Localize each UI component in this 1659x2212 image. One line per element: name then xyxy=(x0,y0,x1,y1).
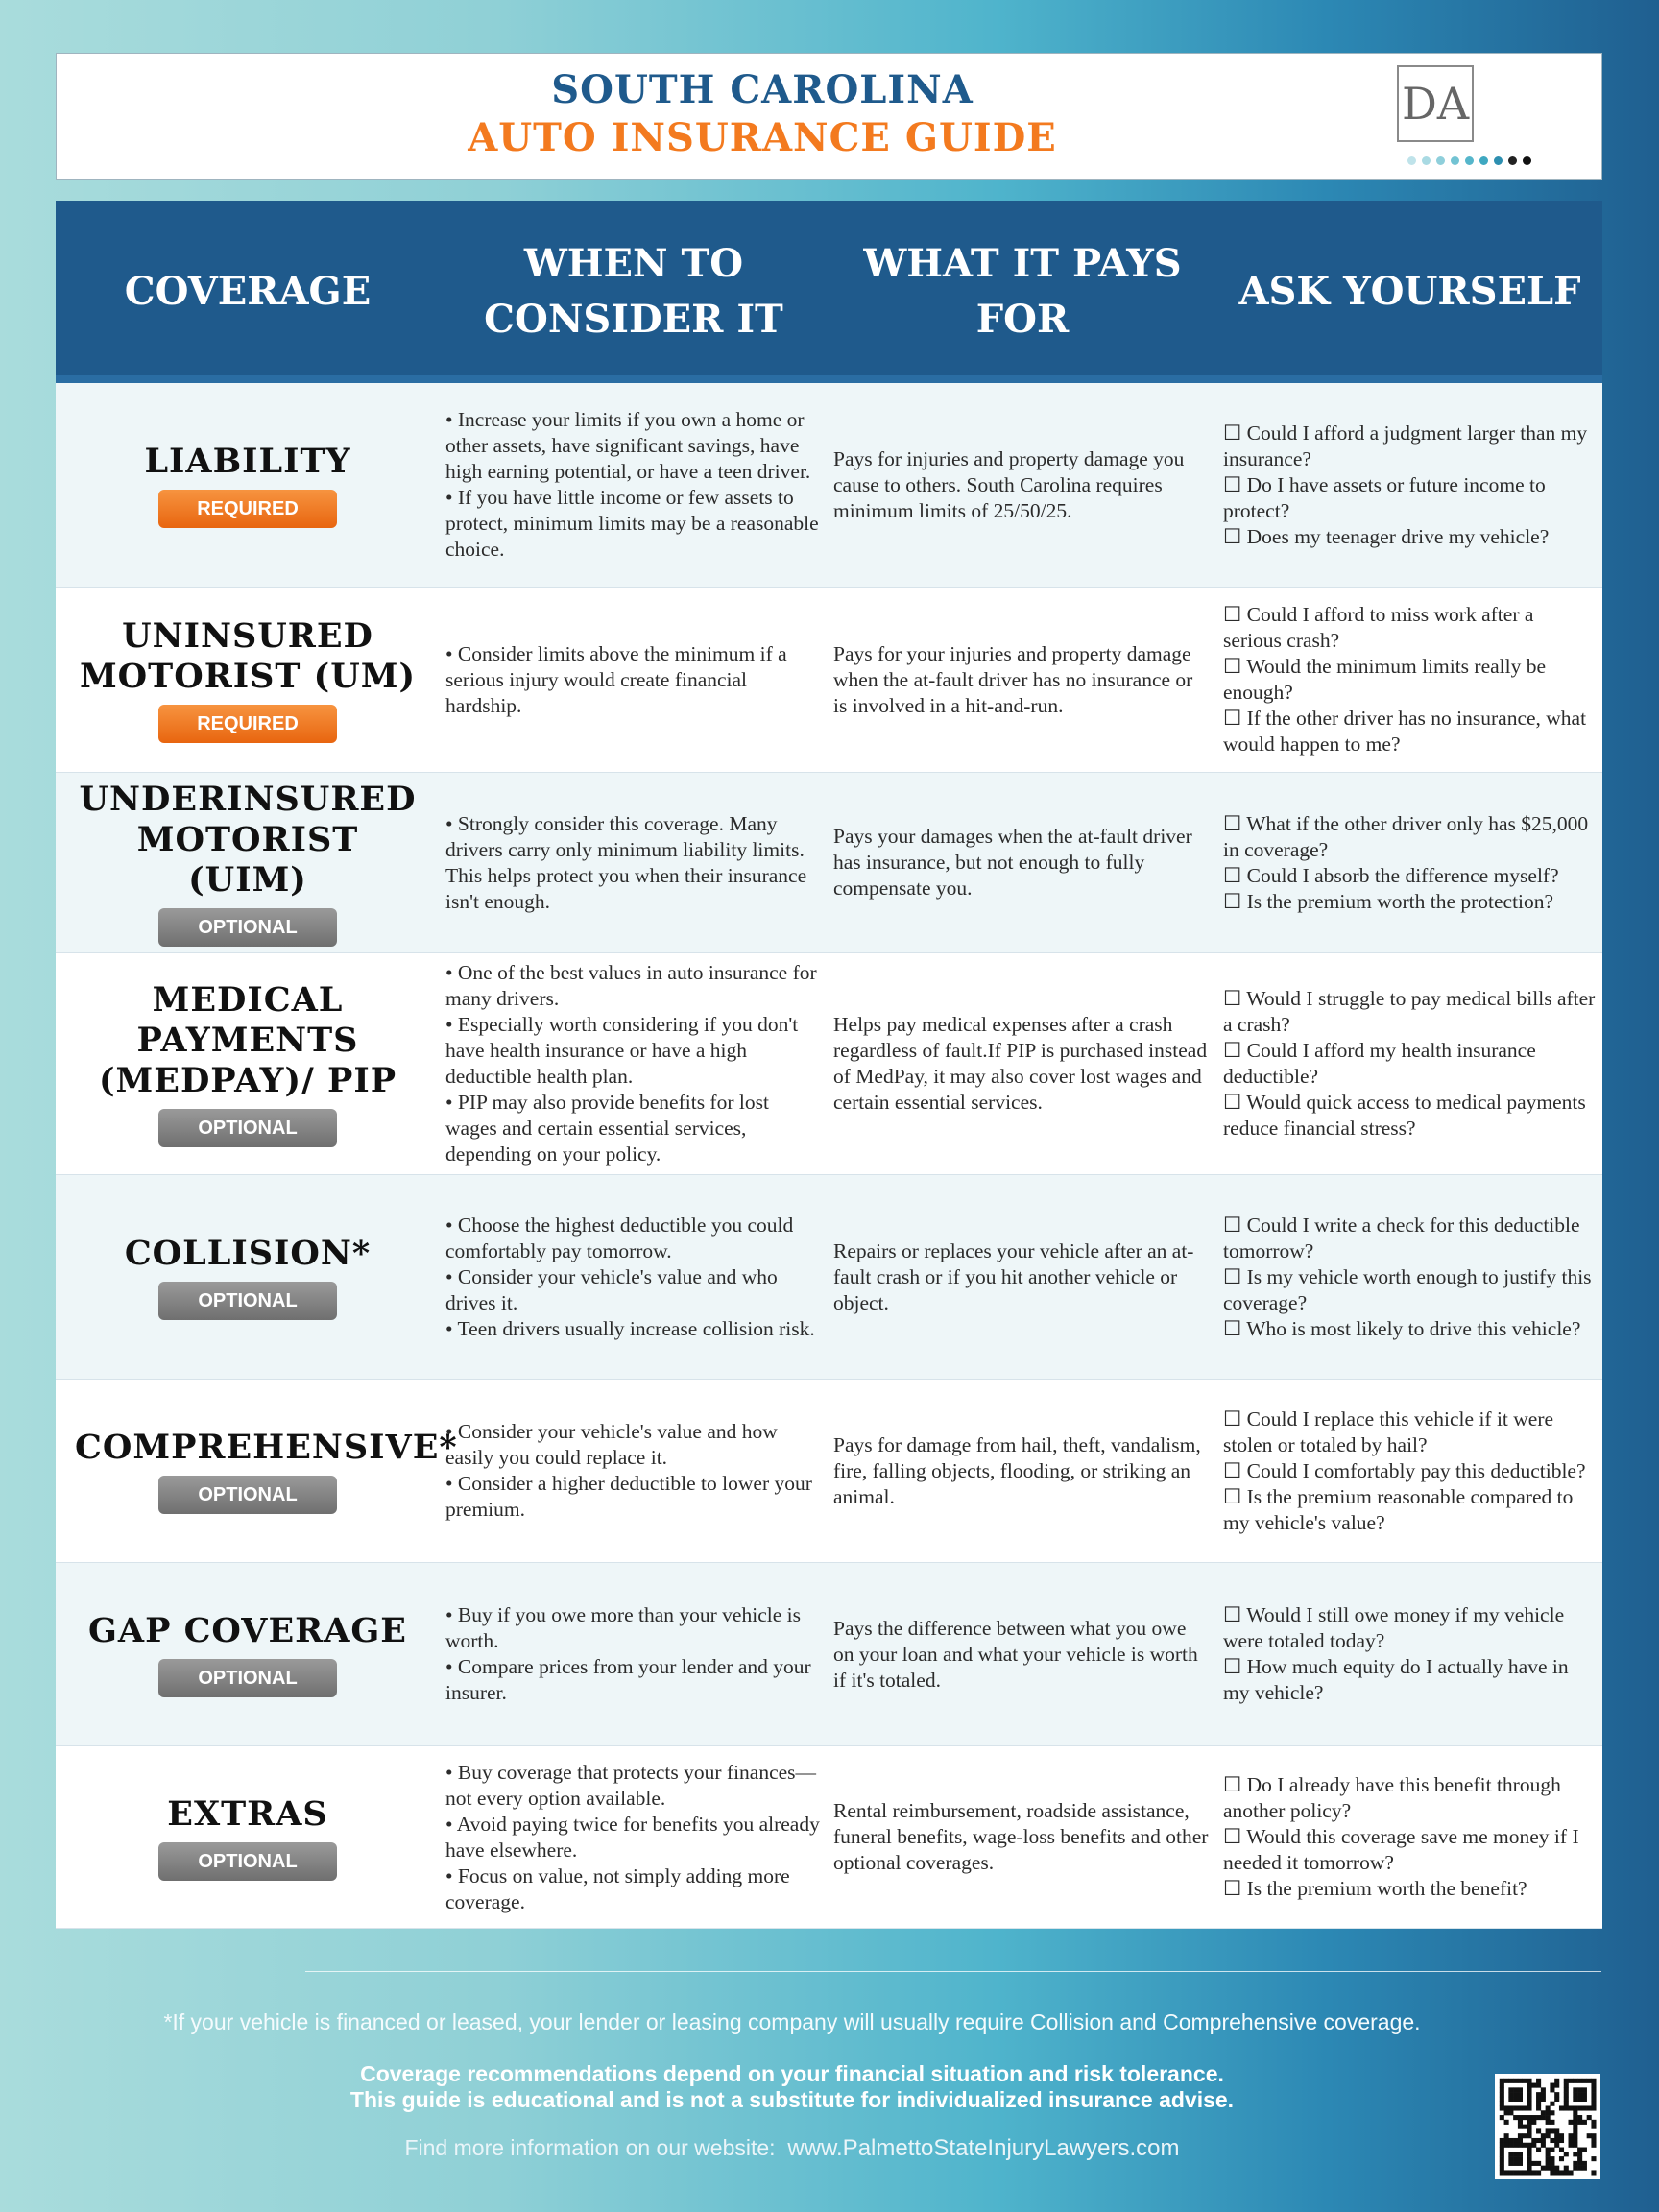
ask-text: ☐ Would I struggle to pay medical bills after a crash? ☐ Could I afford my health insurance deductible? ☐ Would quick access to medical payments reduce financial stress? xyxy=(1223,987,1596,1140)
when-cell xyxy=(440,953,828,1174)
table-row xyxy=(56,1746,1602,1929)
table-header xyxy=(56,201,1602,383)
ask-text: ☐ Could I replace this vehicle if it were stolen or totaled by hail? ☐ Could I comfortably pay this deductible? ☐ Is the premium reasonable compared to my vehicle's value? xyxy=(1223,1407,1586,1534)
logo-dot xyxy=(1465,156,1474,165)
ask-cell xyxy=(1217,1563,1602,1745)
coverage-cell xyxy=(56,1563,440,1745)
optional-badge: OPTIONAL xyxy=(158,1282,337,1320)
when-cell xyxy=(440,773,828,952)
title-guide: AUTO INSURANCE GUIDE xyxy=(468,115,1057,160)
coverage-name: COMPREHENSIVE* xyxy=(75,1428,458,1467)
optional-badge: OPTIONAL xyxy=(158,1842,337,1881)
logo-dot xyxy=(1451,156,1459,165)
ask-cell xyxy=(1217,773,1602,952)
ask-text: ☐ Would I still owe money if my vehicle were totaled today? ☐ How much equity do I actually have in my vehicle? xyxy=(1223,1603,1569,1704)
coverage-cell xyxy=(56,383,440,587)
ask-cell xyxy=(1217,1175,1602,1379)
coverage-cell xyxy=(56,1175,440,1379)
website-prefix: Find more information on our website: xyxy=(404,2135,776,2160)
table-row xyxy=(56,383,1602,588)
logo-dot xyxy=(1479,156,1488,165)
logo-dot xyxy=(1523,156,1531,165)
coverage-cell xyxy=(56,1380,458,1562)
logo-letters: DA xyxy=(1401,78,1470,130)
optional-badge: OPTIONAL xyxy=(158,908,337,947)
ask-cell xyxy=(1217,1746,1602,1928)
coverage-cell xyxy=(56,953,440,1174)
website-link[interactable]: www.PalmettoStateInjuryLawyers.com xyxy=(787,2135,1180,2161)
logo-dot xyxy=(1494,156,1503,165)
coverage-cell xyxy=(56,1746,440,1928)
pays-cell xyxy=(828,1175,1217,1379)
logo-dots xyxy=(1407,156,1531,165)
ask-text: ☐ What if the other driver only has $25,000 in coverage? ☐ Could I absorb the difference myself? ☐ Is the premium worth the protection? xyxy=(1223,811,1589,913)
disclaimer-line-2: This guide is educational and is not a substitute for individualized insurance advise. xyxy=(349,2087,1235,2112)
when-text: • Buy coverage that protects your finances—not every option available. • Avoid paying twice for benefits you already have elsewhere. • Focus on value, not simply adding more coverage. xyxy=(445,1760,820,1913)
header-banner xyxy=(56,53,1602,180)
when-cell xyxy=(440,1380,828,1562)
pays-cell xyxy=(828,1380,1217,1562)
required-badge: REQUIRED xyxy=(158,490,337,528)
when-cell xyxy=(440,383,828,587)
when-text: • Choose the highest deductible you could comfortably pay tomorrow. • Consider your vehicle's value and who drives it. • Teen drivers usually increase collision risk. xyxy=(445,1213,815,1340)
coverage-name: EXTRAS xyxy=(167,1793,328,1834)
table-row xyxy=(56,1380,1602,1563)
ask-cell xyxy=(1217,1380,1602,1562)
pays-text: Pays for damage from hail, theft, vandalism, fire, falling objects, flooding, or striking an animal. xyxy=(833,1432,1201,1508)
logo-dot xyxy=(1436,156,1445,165)
pays-cell xyxy=(828,773,1217,952)
required-badge: REQUIRED xyxy=(158,705,337,743)
pays-cell xyxy=(828,1746,1217,1928)
website-line xyxy=(38,2135,1546,2162)
when-text: • Consider your vehicle's value and how easily you could replace it. • Consider a higher deductible to lower your premium. xyxy=(445,1420,812,1521)
table-row xyxy=(56,1563,1602,1746)
pays-text: Pays your damages when the at-fault driver has insurance, but not enough to fully compensate you. xyxy=(833,825,1192,900)
logo-dot xyxy=(1422,156,1431,165)
when-text: • Buy if you owe more than your vehicle is worth. • Compare prices from your lender and your insurer. xyxy=(445,1603,811,1704)
coverage-table xyxy=(56,201,1602,1929)
pays-text: Rental reimbursement, roadside assistance, funeral benefits, wage-loss benefits and other optional coverages. xyxy=(833,1799,1209,1874)
when-text: • One of the best values in auto insurance for many drivers. • Especially worth considering if you don't have health insurance or have a high deductible health plan. • PIP may also provide benefits for lost wages and certain essential services, depending on your policy. xyxy=(445,961,817,1166)
ask-cell xyxy=(1217,383,1602,587)
optional-badge: OPTIONAL xyxy=(158,1109,337,1147)
coverage-name: MEDICAL PAYMENTS (MEDPAY)/ PIP xyxy=(98,980,397,1100)
column-header-pays: WHAT IT PAYS FOR xyxy=(863,241,1182,342)
coverage-name: GAP COVERAGE xyxy=(88,1611,407,1650)
when-text: • Increase your limits if you own a home or other assets, have significant savings, have high earning potential, or have a teen driver. • If you have little income or few assets to protect, minimum limits may be a reasonable choice. xyxy=(445,408,819,561)
coverage-name: COLLISION* xyxy=(124,1234,372,1273)
pays-cell xyxy=(828,588,1217,772)
disclaimer-line-1: Coverage recommendations depend on your financial situation and risk tolerance. xyxy=(360,2061,1224,2086)
coverage-name: LIABILITY xyxy=(144,442,351,481)
ask-text: ☐ Could I write a check for this deductible tomorrow? ☐ Is my vehicle worth enough to justify this coverage? ☐ Who is most likely to drive this vehicle? xyxy=(1223,1213,1592,1340)
pays-cell xyxy=(828,383,1217,587)
when-cell xyxy=(440,1563,828,1745)
qr-code-icon[interactable] xyxy=(1495,2074,1600,2179)
coverage-cell xyxy=(56,773,440,952)
title-state: SOUTH CAROLINA xyxy=(551,67,974,112)
pays-text: Repairs or replaces your vehicle after an at-fault crash or if you hit another vehicle or object. xyxy=(833,1238,1194,1314)
financing-note: *If your vehicle is financed or leased, your lender or leasing company will usually require Collision and Comprehensive coverage. xyxy=(163,2009,1421,2034)
ask-text: ☐ Could I afford to miss work after a serious crash? ☐ Would the minimum limits really be enough? ☐ If the other driver has no insurance, what would happen to me? xyxy=(1223,603,1587,756)
optional-badge: OPTIONAL xyxy=(158,1476,337,1514)
firm-logo xyxy=(1397,65,1474,142)
column-header-ask: ASK YOURSELF xyxy=(1238,269,1581,314)
logo-dot xyxy=(1508,156,1517,165)
pays-cell xyxy=(828,1563,1217,1745)
when-text: • Consider limits above the minimum if a serious injury would create financial hardship. xyxy=(445,641,787,717)
when-cell xyxy=(440,588,828,772)
when-text: • Strongly consider this coverage. Many drivers carry only minimum liability limits. This helps protect you when their insurance isn't enough. xyxy=(445,811,807,913)
table-row xyxy=(56,953,1602,1175)
coverage-name: UNINSURED MOTORIST (UM) xyxy=(79,616,417,696)
logo-dot xyxy=(1407,156,1416,165)
ask-cell xyxy=(1217,953,1602,1174)
pays-text: Helps pay medical expenses after a crash regardless of fault.If PIP is purchased instead of MedPay, it may also cover lost wages and certain essential services. xyxy=(833,1013,1208,1114)
coverage-cell xyxy=(56,588,440,772)
optional-badge: OPTIONAL xyxy=(158,1659,337,1697)
disclaimer xyxy=(38,2061,1546,2113)
when-cell xyxy=(440,1175,828,1379)
column-header-when: WHEN TO CONSIDER IT xyxy=(484,241,783,342)
pays-text: Pays for your injuries and property damage when the at-fault driver has no insurance or is involved in a hit-and-run. xyxy=(833,641,1193,717)
table-row xyxy=(56,588,1602,773)
ask-text: ☐ Do I already have this benefit through another policy? ☐ Would this coverage save me money if I needed it tomorrow? ☐ Is the premium worth the benefit? xyxy=(1223,1773,1579,1900)
pays-text: Pays for injuries and property damage you cause to others. South Carolina requires minimum limits of 25/50/25. xyxy=(833,446,1185,522)
table-row xyxy=(56,773,1602,953)
coverage-name: UNDERINSURED MOTORIST (UIM) xyxy=(79,779,417,900)
ask-text: ☐ Could I afford a judgment larger than my insurance? ☐ Do I have assets or future income to protect? ☐ Does my teenager drive my vehicle? xyxy=(1223,421,1588,548)
when-cell xyxy=(440,1746,828,1928)
footer-divider xyxy=(305,1971,1601,1972)
column-header-coverage: COVERAGE xyxy=(124,269,372,314)
pays-text: Pays the difference between what you owe on your loan and what your vehicle is worth if it's totaled. xyxy=(833,1616,1198,1692)
table-row xyxy=(56,1175,1602,1380)
pays-cell xyxy=(828,953,1217,1174)
ask-cell xyxy=(1217,588,1602,772)
